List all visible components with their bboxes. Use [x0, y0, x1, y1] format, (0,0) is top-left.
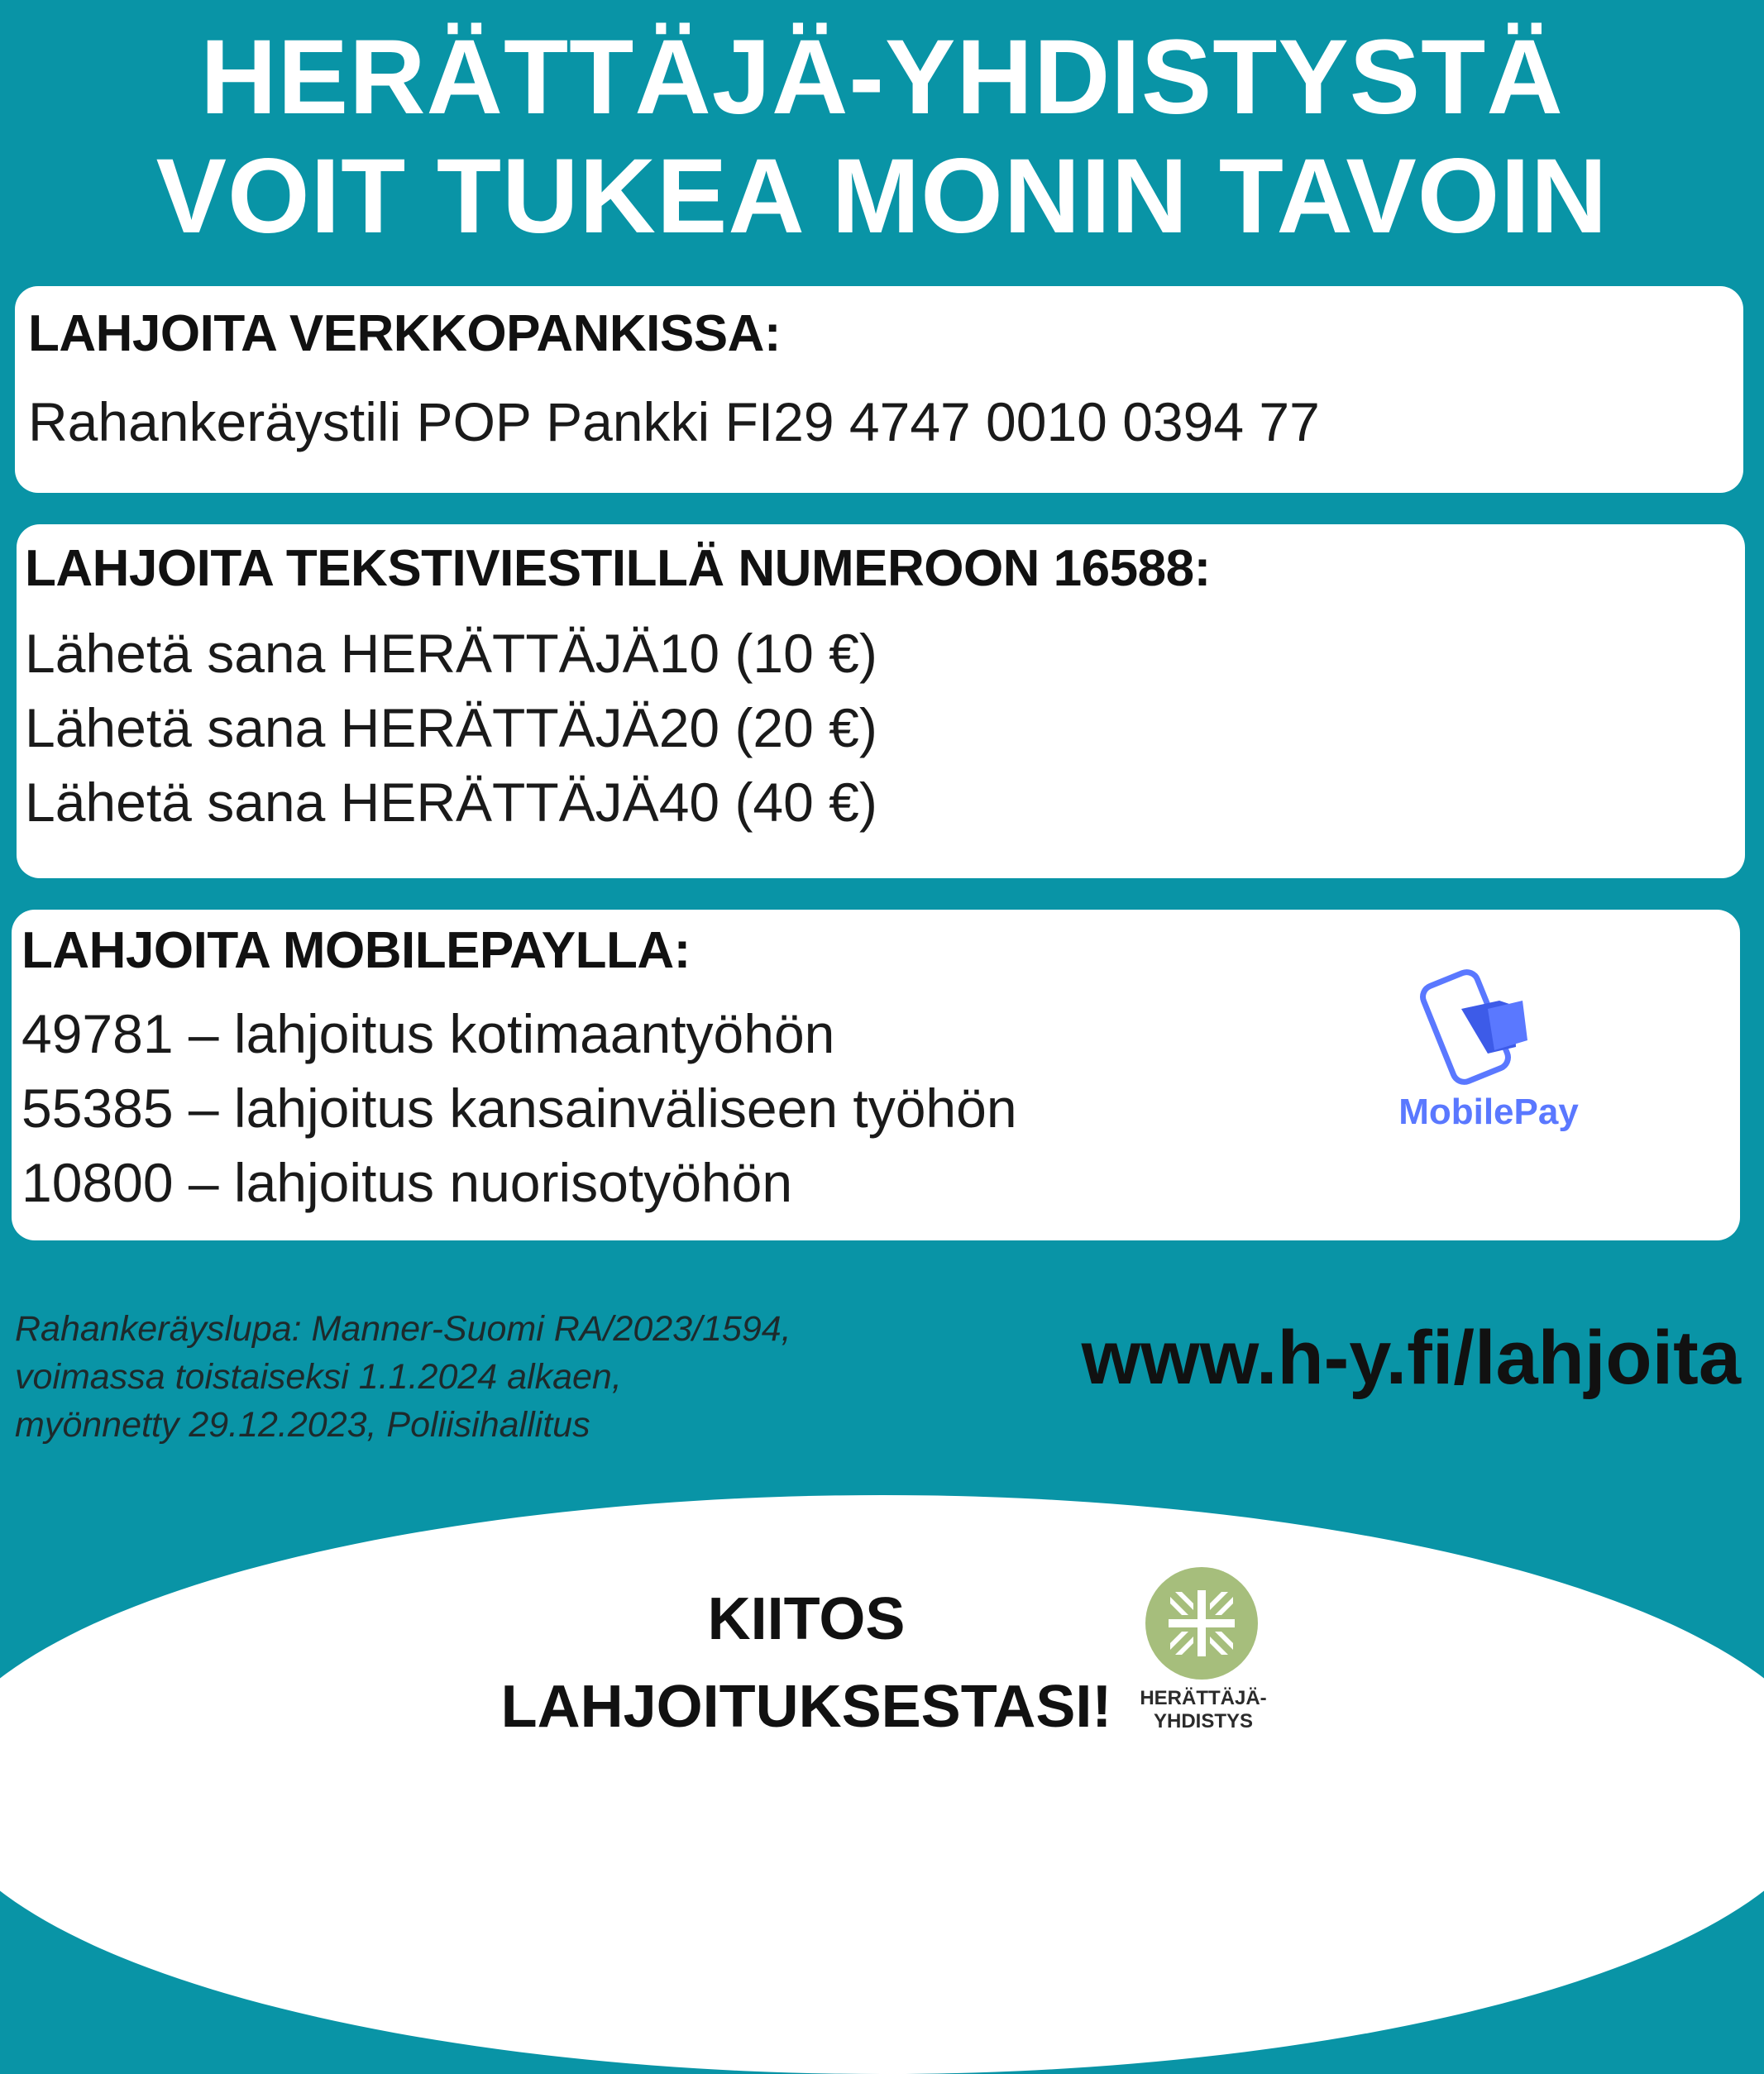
- permit-line-1: Rahankeräyslupa: Manner-Suomi RA/2023/1594,: [15, 1309, 791, 1349]
- fundraising-permit: [15, 1305, 791, 1449]
- org-name-line-1: HERÄTTÄJÄ-: [1140, 1687, 1267, 1709]
- website-link[interactable]: www.h-y.fi/lahjoita: [1081, 1316, 1741, 1400]
- mobilepay-line-1: 49781 – lahjoitus kotimaantyöhön: [22, 1003, 835, 1064]
- org-name-line-2: YHDISTYS: [1153, 1710, 1254, 1732]
- thanks-line-1: KIITOS: [707, 1586, 906, 1652]
- herattaja-logo-icon: [1145, 1567, 1258, 1680]
- permit-line-3: myönnetty 29.12.2023, Poliisihallitus: [15, 1405, 590, 1445]
- mobilepay-logo-text: MobilePay: [1398, 1092, 1579, 1132]
- sms-donation-card: [17, 524, 1745, 878]
- mobilepay-icon: [1418, 968, 1559, 1087]
- mobilepay-line-3: 10800 – lahjoitus nuorisotyöhön: [22, 1152, 793, 1213]
- sms-line-3: Lähetä sana HERÄTTÄJÄ40 (40 €): [25, 772, 877, 833]
- mobilepay-logo: [1365, 968, 1613, 1158]
- thanks-line-2: LAHJOITUKSESTASI!: [500, 1674, 1112, 1740]
- page-title: [0, 18, 1764, 256]
- bank-heading: LAHJOITA VERKKOPANKISSA:: [28, 305, 782, 362]
- title-line-1: HERÄTTÄJÄ-YHDISTYSTÄ: [200, 18, 1564, 136]
- title-line-2: VOIT TUKEA MONIN TAVOIN: [155, 137, 1609, 256]
- bank-donation-card: [15, 286, 1743, 493]
- sms-heading: LAHJOITA TEKSTIVIESTILLÄ NUMEROON 16588:: [25, 540, 1211, 597]
- thank-you-message: [463, 1575, 1150, 1751]
- mobilepay-line-2: 55385 – lahjoitus kansainväliseen työhön: [22, 1078, 1017, 1139]
- permit-line-2: voimassa toistaiseksi 1.1.2024 alkaen,: [15, 1357, 622, 1397]
- bank-account-line: Rahankeräystili POP Pankki FI29 4747 0010 0394 77: [28, 391, 1320, 452]
- sms-line-2: Lähetä sana HERÄTTÄJÄ20 (20 €): [25, 697, 877, 758]
- sms-line-1: Lähetä sana HERÄTTÄJÄ10 (10 €): [25, 623, 877, 684]
- org-name: [1125, 1687, 1282, 1733]
- mobilepay-heading: LAHJOITA MOBILEPAYLLA:: [22, 922, 691, 979]
